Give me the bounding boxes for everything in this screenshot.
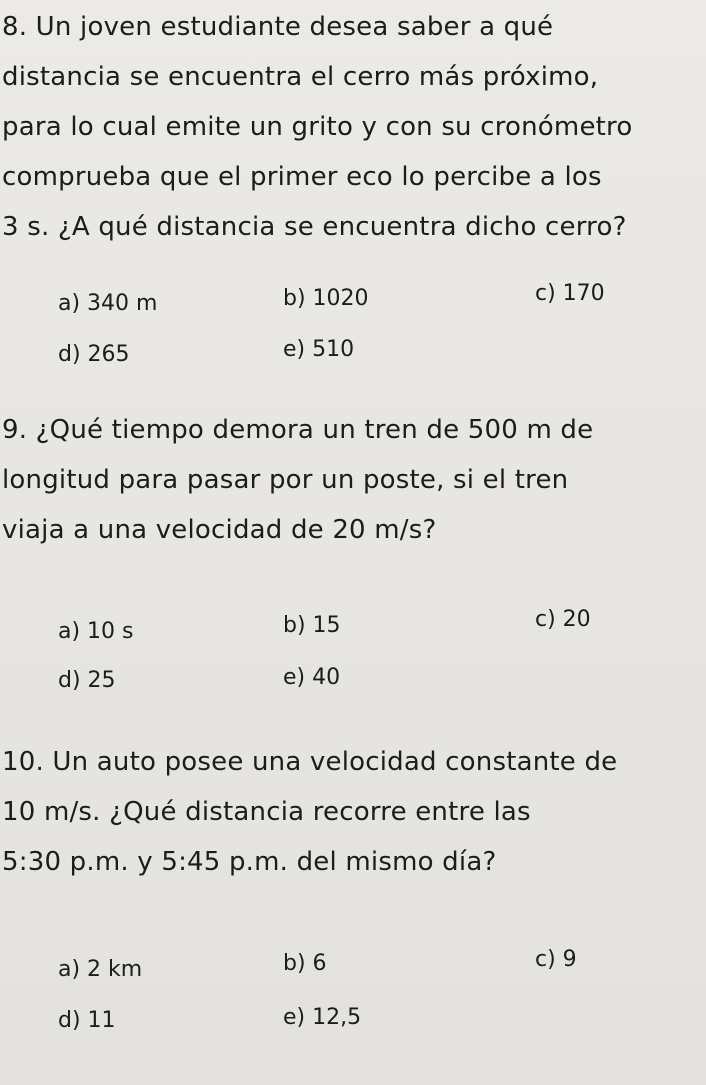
- question-9: [0, 400, 706, 700]
- option-e: e) 12,5: [283, 1005, 362, 1030]
- option-b: b) 1020: [283, 286, 369, 311]
- option-b: b) 15: [283, 613, 341, 638]
- question-10: [0, 732, 706, 1062]
- option-a: a) 10 s: [58, 619, 134, 644]
- question-text: 10. Un auto posee una velocidad constante de 10 m/s. ¿Qué distancia recorre entre las 5:30 p.m. y 5:45 p.m. del mismo día?: [2, 747, 618, 877]
- option-a: a) 340 m: [58, 291, 158, 316]
- question-8: [0, 0, 706, 380]
- question-text: 9. ¿Qué tiempo demora un tren de 500 m de longitud para pasar por un poste, si el tren viaja a una velocidad de 20 m/s?: [2, 415, 594, 545]
- option-d: d) 25: [58, 668, 116, 693]
- option-d: d) 11: [58, 1008, 116, 1033]
- option-e: e) 40: [283, 665, 341, 690]
- option-c: c) 9: [535, 947, 577, 972]
- option-c: c) 170: [535, 281, 605, 306]
- option-d: d) 265: [58, 342, 130, 367]
- option-a: a) 2 km: [58, 957, 143, 982]
- question-text: 8. Un joven estudiante desea saber a qué distancia se encuentra el cerro más próximo, para lo cual emite un grito y con su cronómetro comprueba que el primer eco lo percibe a los 3 s. ¿A qué distancia se encuentra dicho cerro?: [2, 12, 633, 242]
- option-c: c) 20: [535, 607, 591, 632]
- option-e: e) 510: [283, 337, 355, 362]
- option-b: b) 6: [283, 951, 327, 976]
